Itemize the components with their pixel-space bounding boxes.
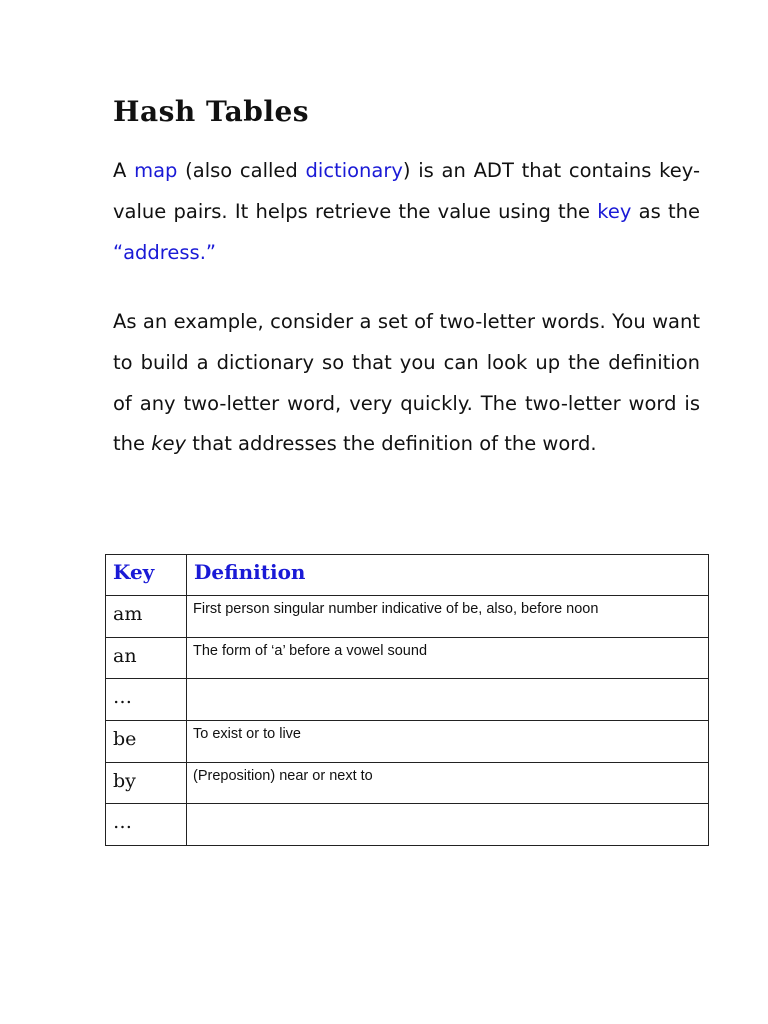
definition-cell: To exist or to live (187, 721, 709, 763)
term-address: “address.” (113, 240, 217, 264)
key-cell: be (106, 721, 187, 763)
text-run: As an example, consider a set of two-letter words. You want to build a dictionary so that you can look up the definition of any two-letter word, very quickly. The two-letter word is the (113, 310, 700, 456)
table-row (106, 721, 709, 763)
table-row (106, 762, 709, 804)
table-row (106, 679, 709, 721)
text-run: ) is an ADT that contains key-value pairs. It helps retrieve the value using the (113, 159, 701, 223)
definitions-table (105, 554, 709, 846)
paragraph-map-definition (113, 151, 700, 273)
key-cell: … (106, 804, 187, 846)
key-cell: … (106, 679, 187, 721)
table-row (106, 596, 709, 638)
term-key: key (597, 199, 632, 223)
term-key-italic: key (151, 432, 187, 456)
text-run: A (113, 159, 135, 182)
text-run: (also called (177, 159, 306, 182)
key-cell: am (106, 596, 187, 638)
table-row (106, 637, 709, 679)
key-cell: an (106, 637, 187, 679)
definition-cell: First person singular number indicative of be, also, before noon (187, 596, 709, 638)
table-header-row (106, 555, 709, 596)
definition-cell: (Preposition) near or next to (187, 762, 709, 804)
column-header-definition: Definition (187, 555, 709, 596)
page-title: Hash Tables (113, 95, 310, 128)
text-run: as the (631, 199, 700, 223)
column-header-key: Key (106, 555, 187, 596)
definition-cell (187, 804, 709, 846)
paragraph-example (113, 302, 700, 465)
term-map: map (134, 159, 178, 182)
term-dictionary: dictionary (305, 159, 403, 182)
key-cell: by (106, 762, 187, 804)
definition-cell: The form of ‘a’ before a vowel sound (187, 637, 709, 679)
definition-cell (187, 679, 709, 721)
text-run: that addresses the definition of the word. (186, 432, 597, 456)
table-row (106, 804, 709, 846)
